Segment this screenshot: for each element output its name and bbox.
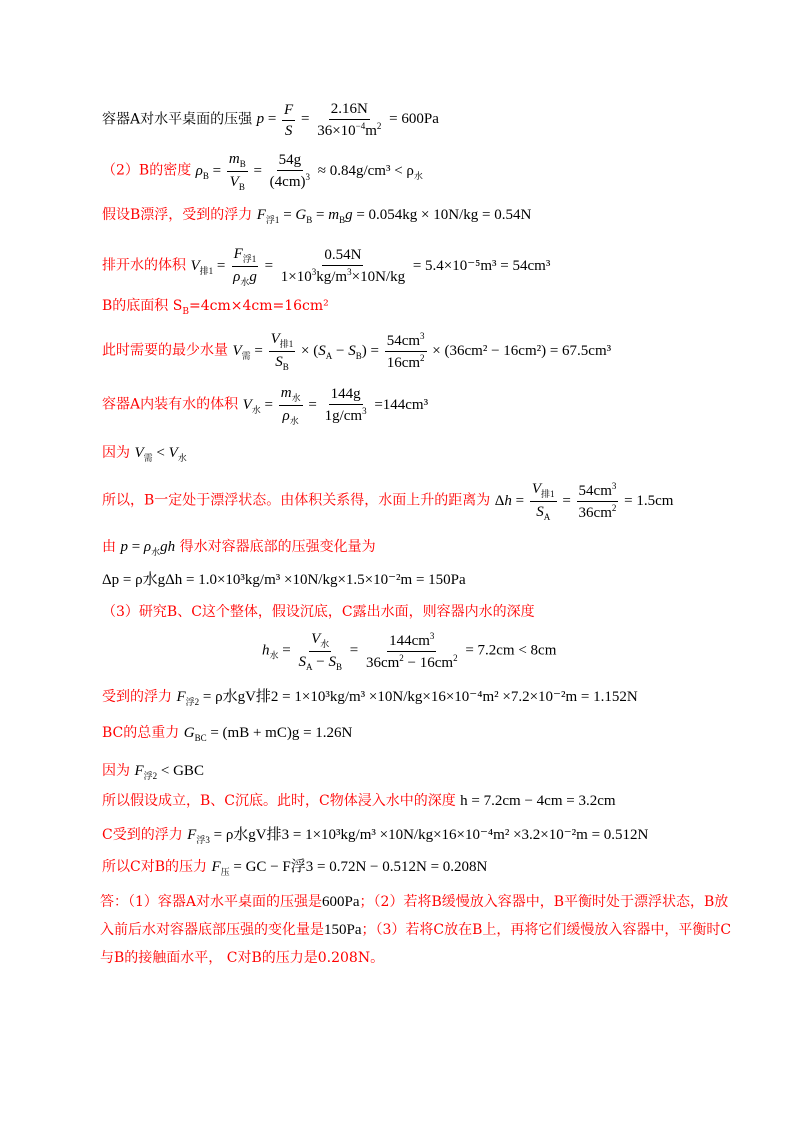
line-force-C-on-B: 所以C对B的压力 $F_压$ = GC − F浮3 = 0.72N − 0.512N = 0.208N <box>102 859 488 877</box>
line-from-pgh: 由 $p = \rho_水gh$ 得水对容器底部的压强变化量为 <box>102 539 376 557</box>
formula: $V_{排1}$ = $\frac{F_{浮1}}{\rho_水g}$ = $\frac{0.54N}{1\times 10^3kg/m^3\times 10N/kg}$ = 5.4×10⁻⁵m³ = 54cm³ <box>190 246 551 287</box>
formula: $F_{浮1} = G_B = m_Bg = 0.054kg \times 10N/kg = 0.54N$ <box>256 207 532 225</box>
line-area-B: B的底面积 $S_B=4cm\times 4cm=16cm^2$ <box>102 298 329 317</box>
formula: $V_水$ = $\frac{m_水}{\rho_水}$ = $\frac{144g}{1g/cm^3}$ =144cm³ <box>242 385 429 426</box>
formula: p = $\frac{F}{S}$ = $\frac{2.16N}{36\times 10^{-4}m^2}$ = 600Pa <box>256 101 439 139</box>
line-water-volume: 容器A内装有水的体积 $V_水$ = $\frac{m_水}{\rho_水}$ = $\frac{144g}{1g/cm^3}$ =144cm³ <box>102 385 429 426</box>
line-because-1: 因为 $V_需 < V_水$ <box>102 445 187 463</box>
formula: Δh = $\frac{V_{排1}}{S_A}$ = $\frac{54cm^3}{36cm^2}$ = 1.5cm <box>494 480 674 522</box>
line-rise-height: 所以，B一定处于漂浮状态。由体积关系得，水面上升的距离为 Δh = $\frac{V_{排1}}{S_A}$ = $\frac{54cm^3}{36cm^2}$ = 1.5cm <box>102 480 674 522</box>
line-density-B: （2）B的密度 $\rho_B$ = $\frac{m_B}{V_B}$ = $\frac{54g}{(4cm)^3}$ ≈ $0.84g/cm^3 < \rho_水$ <box>102 151 423 192</box>
line-sink-depth: 所以假设成立，B、C沉底。此时，C物体浸入水中的深度 h = 7.2cm − 4cm = 3.2cm <box>102 793 616 809</box>
line-displaced-volume: 排开水的体积 $V_{排1}$ = $\frac{F_{浮1}}{\rho_水g}$ = $\frac{0.54N}{1\times 10^3kg/m^3\times 10N/kg}$ = 5.4×10⁻⁵m³ = 54cm³ <box>102 246 551 287</box>
answer-paragraph: 答：（1）容器A对水平桌面的压强是600Pa；（2）若将B缓慢放入容器中，B平衡时处于漂浮状态，B放入前后水对容器底部压强的变化量是150Pa；（3）若将C放在B上，再将它们缓慢放入容器中，平衡时C与B的接触面水平， C对B的压力是0.208N。 <box>100 894 732 966</box>
line-total-weight: BC的总重力 $G_{BC} = (mB + mC)g = 1.26N$ <box>102 725 353 743</box>
line-pressure-A <box>102 100 760 140</box>
line-buoyancy-2: 受到的浮力 $F_{浮2} = \rho$水gV排2 = 1×10³kg/m³ ×10N/kg×16×10⁻⁴m² ×7.2×10⁻²m = 1.152N <box>102 689 638 707</box>
line-because-2: 因为 $F_{浮2}$ < GBC <box>102 763 204 781</box>
line-water-depth: $h_水$ = $\frac{V_水}{S_A - S_B}$ = $\frac{144cm^3}{36cm^2 - 16cm^2}$ = 7.2cm < 8cm <box>262 630 557 672</box>
line-pressure-change: Δp = ρ水gΔh = 1.0×10³kg/m³ ×10N/kg×1.5×10⁻²m = 150Pa <box>102 572 466 588</box>
formula: $\rho_B$ = $\frac{m_B}{V_B}$ = $\frac{54g}{(4cm)^3}$ ≈ $0.84g/cm^3 < \rho_水$ <box>195 151 423 192</box>
text: 容器A对水平桌面的压强 <box>102 111 253 128</box>
line-min-water: 此时需要的最少水量 $V_需$ = $\frac{V_{排1}}{S_B}$ × $(S_A - S_B)$ = $\frac{54cm^3}{16cm^2}$ × (36cm² − 16cm²) = 67.5cm³ <box>102 330 612 372</box>
line-part3-intro: （3）研究B、C这个整体，假设沉底，C露出水面，则容器内水的深度 <box>102 604 535 620</box>
line-buoyancy-3: C受到的浮力 $F_{浮3} = \rho$水gV排3 = 1×10³kg/m³ ×10N/kg×16×10⁻⁴m² ×3.2×10⁻²m = 0.512N <box>102 827 649 845</box>
formula: $V_需$ = $\frac{V_{排1}}{S_B}$ × $(S_A - S_B)$ = $\frac{54cm^3}{16cm^2}$ × (36cm² − 16cm²) = 67.5cm³ <box>232 330 612 372</box>
line-buoyancy-1: 假设B漂浮，受到的浮力 $F_{浮1} = G_B = m_Bg = 0.054kg \times 10N/kg = 0.54N$ <box>102 207 532 225</box>
